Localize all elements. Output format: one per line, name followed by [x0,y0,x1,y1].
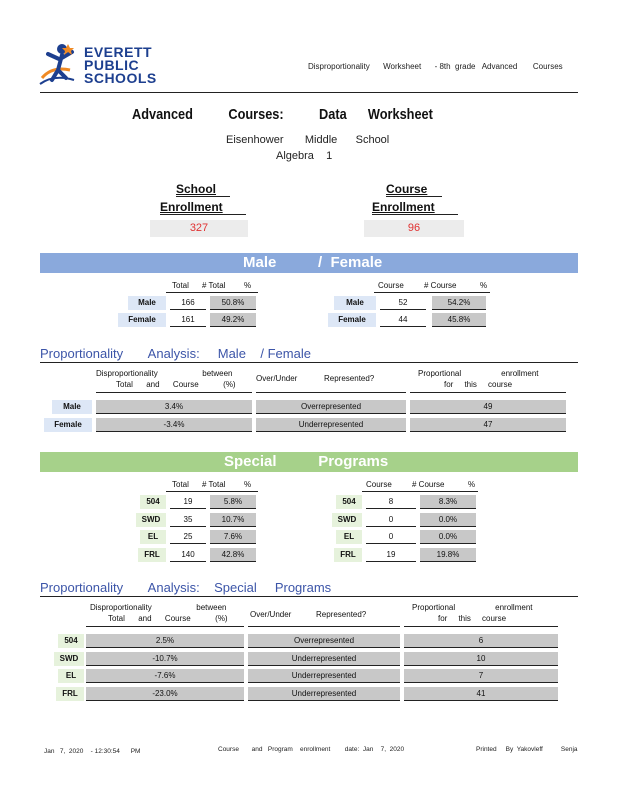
special-frl-pct-course: 19.8% [420,548,476,562]
prop-special-504-prop: 6 [404,634,558,648]
prop-special-swd-rep: Underrepresented [248,652,400,666]
prop-gender-h2-rule [256,392,406,393]
course-enrollment-label-2: Enrollment [372,200,435,214]
logo-line-1: EVERETT [84,44,153,60]
special-programs-band-title: Special Programs [224,453,389,470]
prop-special-el-disp: -7.6% [86,669,244,683]
prop-special-frl-disp: -23.0% [86,687,244,701]
course-enrollment-label-1: Course [386,182,428,196]
footer-timestamp: Jan 7, 2020 - 12:30:54 PM [44,748,141,755]
male-female-band-title: Male / Female [243,254,383,271]
special-label-504: 504 [140,495,166,509]
prop-special-h1-rule [86,626,244,627]
special-school-header-count: # Total [202,480,226,489]
special-course-label-504: 504 [336,495,362,509]
prop-special-label-504: 504 [58,634,84,648]
prop-gender-col2-line1: Over/Under [256,374,298,383]
course-label-2-underline [372,214,458,215]
course-enrollment-value: 96 [364,220,464,237]
footer-printed-by: Printed By Yakovleff Senja [476,746,578,753]
school-enrollment-label-2: Enrollment [160,200,223,214]
prop-special-rule [40,596,578,597]
prop-gender-h1-rule [96,392,252,393]
special-504-total: 19 [170,495,206,509]
gender-course-header-course: Course [378,281,404,290]
prop-special-col3-line2: for this course [438,614,507,623]
prop-special-col3-line1: Proportional enrollment [412,603,533,612]
school-enrollment-value: 327 [150,220,248,237]
prop-gender-male-disp: 3.4% [96,400,252,414]
special-school-header-rule [166,491,258,492]
special-swd-course: 0 [366,513,416,527]
prop-gender-col2-line2: Represented? [324,374,375,383]
prop-gender-col3-line2: for this course [444,380,513,389]
prop-special-label-el: EL [58,669,84,683]
special-el-total: 25 [170,530,206,544]
school-label-2-underline [160,214,246,215]
school-name: Eisenhower Middle School [226,134,390,146]
prop-special-h2-rule [248,626,400,627]
prop-special-frl-rep: Underrepresented [248,687,400,701]
special-el-course: 0 [366,530,416,544]
gender-label-female: Female [118,313,166,327]
special-course-header-count: # Course [412,480,445,489]
gender-course-label-female: Female [328,313,376,327]
special-swd-pct-total: 10.7% [210,513,256,527]
special-programs-band [40,452,578,472]
gender-male-pct-course: 54.2% [432,296,486,310]
gender-course-header-rule [374,292,490,293]
school-enrollment-label-1: School [176,182,217,196]
prop-gender-female-prop: 47 [410,418,566,432]
special-course-label-el: EL [336,530,362,544]
prop-special-h3-rule [404,626,558,627]
special-course-header-rule [362,491,478,492]
prop-special-504-rep: Overrepresented [248,634,400,648]
prop-special-504-disp: 2.5% [86,634,244,648]
prop-special-frl-prop: 41 [404,687,558,701]
special-el-pct-total: 7.6% [210,530,256,544]
prop-special-swd-prop: 10 [404,652,558,666]
gender-school-header-count: # Total [202,281,226,290]
male-female-band [40,253,578,273]
prop-gender-female-disp: -3.4% [96,418,252,432]
logo-line-3: SCHOOLS [84,70,157,86]
special-course-label-frl: FRL [334,548,362,562]
gender-school-header-pct: % [244,281,252,290]
logo-figure-icon [38,40,84,90]
special-504-course: 8 [366,495,416,509]
special-frl-course: 19 [366,548,416,562]
special-course-header-pct: % [468,480,476,489]
gender-male-total: 166 [170,296,206,310]
gender-course-label-male: Male [334,296,376,310]
special-frl-total: 140 [170,548,206,562]
prop-special-label-frl: FRL [56,687,84,701]
prop-gender-label-male: Male [52,400,92,414]
prop-special-label-swd: SWD [54,652,84,666]
gender-female-pct-total: 49.2% [210,313,256,327]
header-rule [40,92,578,93]
prop-gender-col1-line1: Disproportionality between [96,369,233,378]
special-label-frl: FRL [138,548,166,562]
header-right-text: Disproportionality Worksheet - 8th grade Advanced Courses [308,62,563,71]
prop-gender-label-female: Female [44,418,92,432]
special-frl-pct-total: 42.8% [210,548,256,562]
gender-course-header-pct: % [480,281,488,290]
prop-special-col1-line2: Total and Course (%) [108,614,228,623]
gender-female-pct-course: 45.8% [432,313,486,327]
gender-course-header-count: # Course [424,281,457,290]
gender-male-course: 52 [380,296,426,310]
prop-special-col1-line1: Disproportionality between [90,603,227,612]
special-school-header-total: Total [172,480,189,489]
special-label-el: EL [140,530,166,544]
special-el-pct-course: 0.0% [420,530,476,544]
special-504-pct-total: 5.8% [210,495,256,509]
page-title: Advanced Courses: Data Worksheet [132,106,433,123]
gender-label-male: Male [128,296,166,310]
prop-special-col2-line1: Over/Under [250,610,292,619]
course-label-1-underline [386,196,442,197]
special-swd-total: 35 [170,513,206,527]
school-label-1-underline [176,196,230,197]
prop-gender-title: Proportionality Analysis: Male / Female [40,346,311,361]
gender-school-header-rule [166,292,258,293]
prop-special-el-rep: Underrepresented [248,669,400,683]
gender-female-course: 44 [380,313,426,327]
prop-gender-male-rep: Overrepresented [256,400,406,414]
special-504-pct-course: 8.3% [420,495,476,509]
special-swd-pct-course: 0.0% [420,513,476,527]
prop-gender-female-rep: Underrepresented [256,418,406,432]
special-course-label-swd: SWD [332,513,362,527]
prop-gender-rule [40,362,578,363]
prop-gender-male-prop: 49 [410,400,566,414]
district-logo [38,40,158,90]
special-course-header-course: Course [366,480,392,489]
prop-special-swd-disp: -10.7% [86,652,244,666]
gender-female-total: 161 [170,313,206,327]
special-school-header-pct: % [244,480,252,489]
logo-line-2: PUBLIC [84,57,140,73]
prop-gender-col3-line1: Proportional enrollment [418,369,539,378]
prop-special-col2-line2: Represented? [316,610,367,619]
course-name: Algebra 1 [276,150,333,162]
footer-enrollment-date: Course and Program enrollment date: Jan 7, 2020 [218,746,405,753]
gender-male-pct-total: 50.8% [210,296,256,310]
gender-school-header-total: Total [172,281,189,290]
prop-special-el-prop: 7 [404,669,558,683]
prop-special-title: Proportionality Analysis: Special Programs [40,580,332,595]
special-label-swd: SWD [136,513,166,527]
prop-gender-h3-rule [410,392,566,393]
prop-gender-col1-line2: Total and Course (%) [116,380,236,389]
